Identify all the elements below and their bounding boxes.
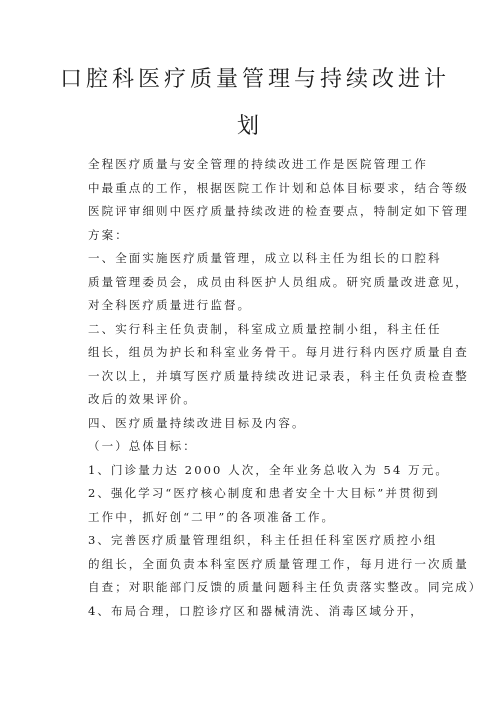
paragraph [88,600,433,624]
paragraph-line: 质量管理委员会，成员由科医护人员组成。研究质量改进意见， [88,274,469,289]
paragraph-line: 4、布局合理，口腔诊疗区和器械清洗、消毒区域分开， [88,603,424,618]
paragraph-line: 1、门诊量力达 2000 人次，全年业务总收入为 54 万元。 [88,462,449,477]
paragraph-line: 一、全面实施医疗质量管理，成立以科主任为组长的口腔科 [88,251,442,265]
paragraph-line: 一次以上，并填写医疗质量持续改进记录表，科主任负责检查整 [88,368,469,383]
paragraph-line: 全程医疗质量与安全管理的持续改进工作是医院管理工作 [88,157,428,171]
document-title-line-2: 划 [236,114,263,139]
paragraph-line: 方案： [88,227,129,242]
paragraph-line: 改后的效果评价。 [88,392,197,406]
paragraph [88,435,433,459]
paragraph-line: 2、强化学习“医疗核心制度和患者安全十大目标”并贯彻到 [88,486,440,500]
paragraph-line: 四、医疗质量持续改进目标及内容。 [88,415,306,430]
paragraph-line: 自查；对职能部门反馈的质量问题科主任负责落实整改。同完成） [88,580,483,594]
paragraph [88,247,469,318]
paragraph [88,318,469,412]
paragraph-line: 二、实行科主任负责制，科室成立质量控制小组，科主任任 [88,321,442,336]
paragraph [88,459,449,483]
paragraph [88,412,433,436]
paragraph-line: （一）总体目标： [88,439,197,453]
paragraph-line: 组长，组员为护长和科室业务骨干。每月进行科内医疗质量自查 [88,345,469,359]
document-title-line-1: 口腔科医疗质量管理与持续改进计 [60,67,451,92]
document-body [88,153,483,623]
paragraph-line: 工作中，抓好创“二甲”的各项准备工作。 [88,509,336,524]
paragraph [88,529,483,600]
paragraph-line: 的组长，全面负责本科室医疗质量管理工作，每月进行一次质量 [88,556,469,571]
paragraph-line: 3、完善医疗质量管理组织，科主任担任科室医疗质控小组 [88,533,438,547]
paragraph-line: 医院评审细则中医疗质量持续改进的检查要点，特制定如下管理 [88,204,469,218]
paragraph-line: 中最重点的工作，根据医院工作计划和总体目标要求，结合等级 [88,180,469,195]
paragraph [88,482,440,529]
paragraph [88,153,469,247]
paragraph-line: 对全科医疗质量进行监督。 [88,298,252,312]
